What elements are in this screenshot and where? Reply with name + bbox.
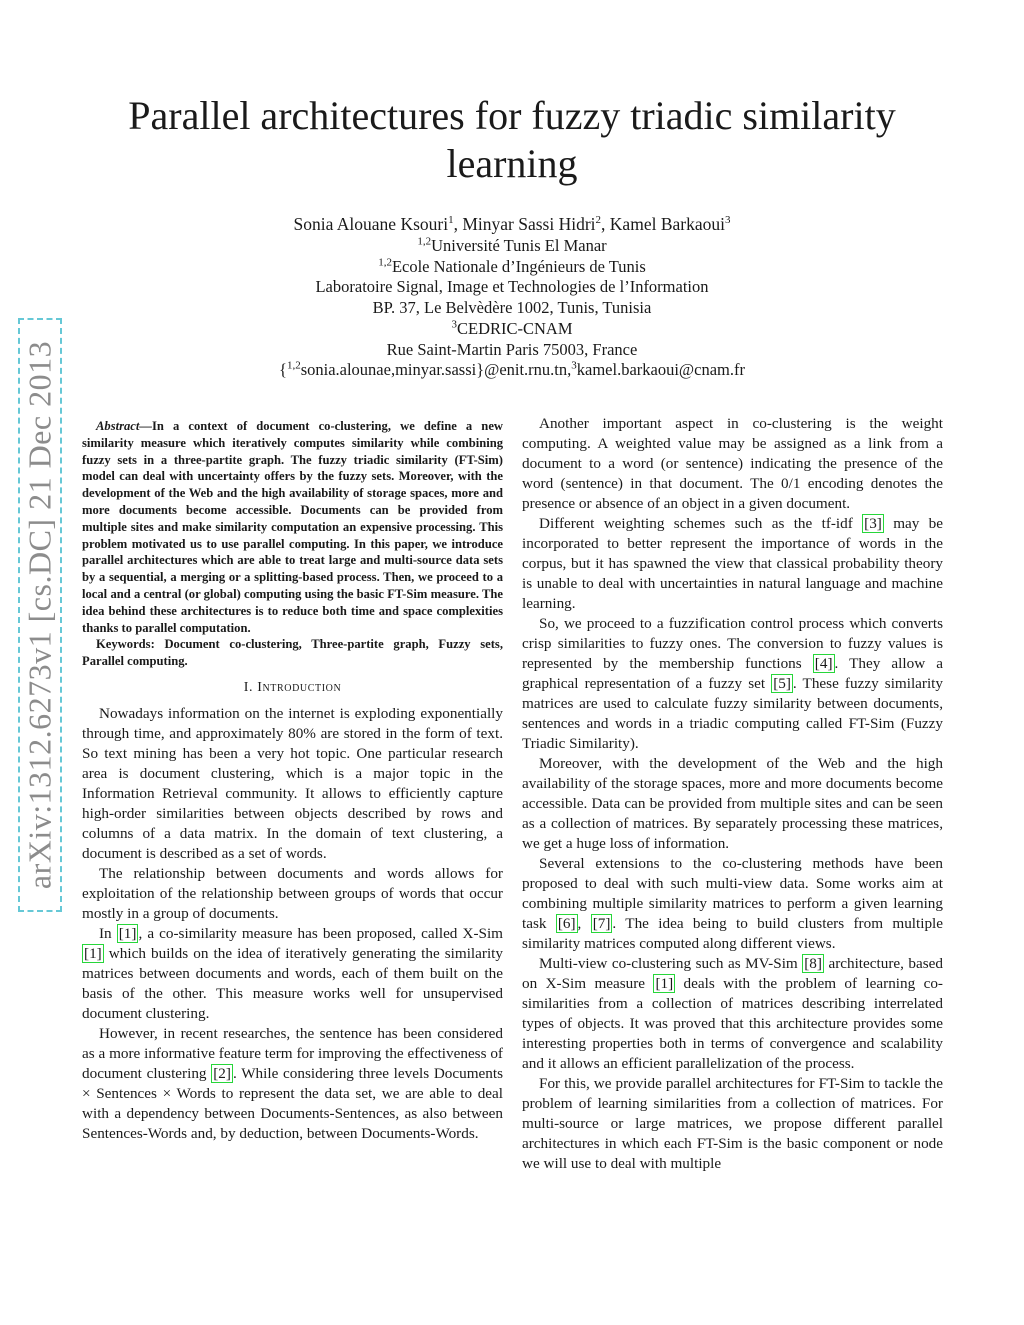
keywords: Keywords: Document co-clustering, Three-partite graph, Fuzzy sets, Parallel computing. <box>82 637 503 669</box>
citation-link[interactable]: [1] <box>655 975 674 992</box>
paragraph: Several extensions to the co-clustering methods have been proposed to deal with such multi-view data. Some works aim at combining multiple similarity matrices to perform a given learning task [6] , [7] . The idea being to build clusters from multiple similarity matrices computed along different views. <box>522 855 943 952</box>
author-2-sup: 2 <box>595 214 602 227</box>
paper-title: Parallel architectures for fuzzy triadic similarity learning <box>128 93 896 186</box>
author-3: Kamel Barkaoui <box>609 214 725 234</box>
affiliation-4: BP. 37, Le Belvèdère 1002, Tunis, Tunisia <box>372 298 652 318</box>
citation-link[interactable]: [1] <box>118 924 137 942</box>
author-sep: , <box>601 214 610 234</box>
author-block <box>150 212 874 381</box>
paragraph: However, in recent researches, the sentence has been considered as a more informative feature term for improving the effectiveness of document clustering [2] . While considering three levels Documents × Sentences × Words to represent the data set, we are able to deal with a dependency between Documents-Sentences, as also between Sentences-Words and, by deduction, between Documents-Words. <box>82 1024 503 1142</box>
abstract-text: In a context of document co-clustering, we define a new similarity measure which iteratively computes similarity while combining fuzzy sets in a three-partite graph. The fuzzy triadic similarity (FT-Sim) model can deal with uncertainty offers by the fuzzy sets. Moreover, with the development of the Web and the high availability of storage spaces, more and more documents become accessible. Documents can be provided from multiple sites and make similarity computation an expensive processing. This problem motivated us to use parallel computing. In this paper, we introduce parallel architectures which are able to treat large and multi-source data sets by a sequential, a merging or a splitting-based process. Then, we proceed to a local and a central (or global) computing using the basic FT-Sim measure. The idea behind these architectures is to reduce both time and space complexities thanks to parallel computation. <box>82 419 503 635</box>
author-names <box>150 212 874 236</box>
citation-link[interactable]: [1] <box>84 944 102 962</box>
paragraph: The relationship between documents and words allows for exploitation of the relationship between groups of words that occur mostly in a group of documents. <box>82 864 503 922</box>
author-3-sup: 3 <box>724 214 731 227</box>
citation-link[interactable]: [7] <box>592 915 611 932</box>
section-heading: I. Introduction <box>243 679 342 695</box>
affiliation-1: $^{1,2}$Université Tunis El Manar <box>417 235 607 255</box>
paragraph: Different weighting schemes such as the tf-idf [3] may be incorporated to better represent the importance of words in the corpus, but it has spawned the view that classical probability theory is unable to deal with uncertainties in natural language and machine learning. <box>522 515 944 612</box>
paragraph: Multi-view co-clustering such as MV-Sim [8] architecture, based on X-Sim measure [1] deals with the problem of learning co-similarities from a collection of matrices describing interrelated types of objects. It was proved that this architecture provides some interesting properties both in terms of convergence and scalability and it allows an efficient parallelization of the process. <box>522 955 943 1072</box>
citation-link[interactable]: [2] <box>213 1064 231 1082</box>
author-2: Minyar Sassi Hidri <box>462 214 596 234</box>
author-sep: , <box>453 214 463 234</box>
paragraph: In [1] , a co-similarity measure has been proposed, called X-Sim [1] which builds on the idea of iteratively generating the similarity matrices between documents and words, each of them built on the basis of the other. This measure works well for unsupervised document clustering. <box>82 924 503 1022</box>
abstract-label: Abstract— <box>96 419 152 433</box>
author-1-sup: 1 <box>448 214 454 227</box>
citation-link[interactable]: [5] <box>773 675 791 692</box>
affiliation-6: Rue Saint-Martin Paris 75003, France <box>386 339 638 359</box>
citation-link[interactable]: [4] <box>814 655 833 672</box>
affiliation-2: $^{1,2}$Ecole Nationale d’Ingénieurs de Tunis <box>378 256 646 276</box>
paragraph: Moreover, with the development of the Web and the high availability of the storage spaces, more and more documents become accessible. Data can be provided from multiple sites and can be seen as a collection of matrices. By separately processing these matrices, we get a huge loss of information. <box>522 755 943 852</box>
abstract <box>82 418 503 636</box>
arxiv-id: arXiv:1312.6273v1 [cs.DC] 21 Dec 2013 <box>21 340 58 890</box>
author-1: Sonia Alouane Ksouri <box>293 214 449 234</box>
emails: {$^{1,2}$sonia.alounae,minyar.sassi}@enit.rnu.tn,$^3$kamel.barkaoui@cnam.fr <box>279 359 745 380</box>
right-column <box>522 414 943 1174</box>
citation-link[interactable]: [6] <box>557 915 576 932</box>
citation-link[interactable]: [8] <box>804 955 822 972</box>
paragraph: So, we proceed to a fuzzification control process which converts crisp similarities to fuzzy ones. The conversion to fuzzy values is represented by the membership functions [4] . They allow a graphical representation of a fuzzy set [5] . These fuzzy similarity matrices are used to calculate fuzzy similarity between documents, sentences and words in a triadic computing called FT-Sim (Fuzzy Triadic Similarity). <box>522 615 943 752</box>
arxiv-stamp[interactable] <box>18 318 62 912</box>
left-column <box>82 414 503 1144</box>
paragraph: For this, we provide parallel architectures for FT-Sim to tackle the problem of learning similarities from a collection of matrices. For multi-source or large matrices, we propose different parallel architectures in which each FT-Sim is the basic component or node we will use to deal with multiple <box>522 1075 943 1172</box>
affiliation-3: Laboratoire Signal, Image et Technologies de l’Information <box>315 277 709 297</box>
affiliation-5: $^3$CEDRIC-CNAM <box>451 318 573 338</box>
citation-link[interactable]: [3] <box>864 515 882 532</box>
paragraph: Nowadays information on the internet is exploding exponentially through time, and approximately 80% are stored in the form of text. So text mining has been a very hot topic. One particular research area is document clustering, which is a major topic in the Information Retrieval community. It allows to efficiently capture high-order similarities between objects described by rows and columns of a data matrix. In the domain of text clustering, a document is described as a set of words. <box>82 704 503 862</box>
paragraph: Another important aspect in co-clustering is the weight computing. A weighted value may be assigned as a link from a document to a word (or sentence) indicating the presence of the word (sentence) in that document. The 0/1 encoding denotes the presence or absence of an object in a given document. <box>522 415 943 512</box>
